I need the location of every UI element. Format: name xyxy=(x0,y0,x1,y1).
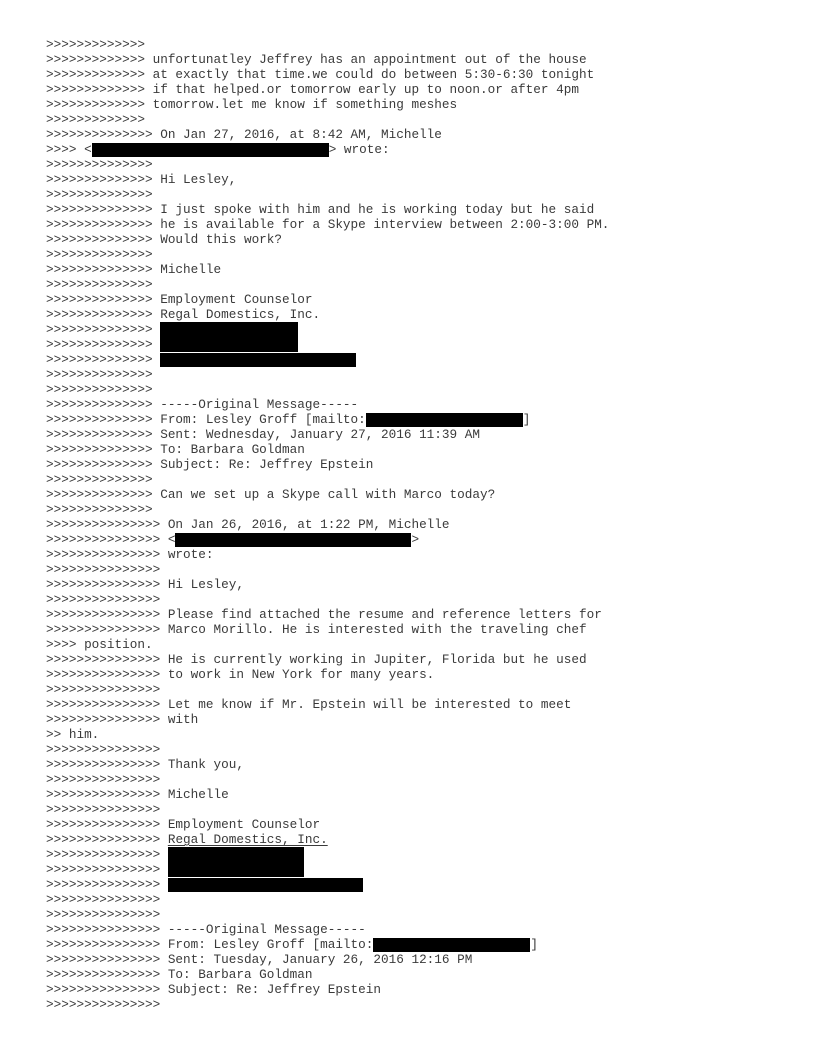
line-text: >>>>>>>>>>>>> tomorrow.let me know if something meshes xyxy=(46,97,458,112)
line-text: >>>>>>>>>>>>>>> xyxy=(46,862,168,877)
line-text: >>>>>>>>>>>>> if that helped.or tomorrow early up to noon.or after 4pm xyxy=(46,82,579,97)
text-line xyxy=(46,232,786,247)
text-line xyxy=(46,427,786,442)
text-line xyxy=(46,547,786,562)
text-line xyxy=(46,37,786,52)
line-text: >>>>>>>>>>>>>> Employment Counselor xyxy=(46,292,313,307)
text-line xyxy=(46,637,786,652)
line-text: >>>>>>>>>>>>>> Sent: Wednesday, January 27, 2016 11:39 AM xyxy=(46,427,480,442)
line-text: >>>>>>>>>>>>>>> xyxy=(46,997,161,1012)
text-line xyxy=(46,832,786,847)
line-text: >>>> < xyxy=(46,142,92,157)
text-line xyxy=(46,532,786,547)
text-line xyxy=(46,622,786,637)
line-text: >>>>>>>>>>>>>>> xyxy=(46,772,161,787)
line-text: >>>>>>>>>>>>>>> Sent: Tuesday, January 26, 2016 12:16 PM xyxy=(46,952,473,967)
text-line xyxy=(46,217,786,232)
text-line xyxy=(46,202,786,217)
line-text: >>>>>>>>>>>>>> xyxy=(46,322,161,337)
line-text: >>>>>>>>>>>>> xyxy=(46,112,145,127)
line-text: >>>>>>>>>>>>>> xyxy=(46,277,153,292)
line-text: ] xyxy=(522,412,531,427)
redaction-block xyxy=(160,353,356,367)
text-line xyxy=(46,67,786,82)
line-text: >>>>>>>>>>>>>> xyxy=(46,337,161,352)
line-text: >>>>>>>>>>>>>> Would this work? xyxy=(46,232,283,247)
line-text: >>>>>>>>>>>>> unfortunatley Jeffrey has an appointment out of the house xyxy=(46,52,587,67)
line-text: >>>>>>>>>>>>>> On Jan 27, 2016, at 8:42 AM, Michelle xyxy=(46,127,442,142)
redaction-block xyxy=(168,878,363,892)
redaction-block xyxy=(92,143,329,157)
text-line xyxy=(46,292,786,307)
line-text: >>>>>>>>>>>>>>> Marco Morillo. He is interested with the traveling chef xyxy=(46,622,587,637)
line-text: >>>> position. xyxy=(46,637,153,652)
text-line xyxy=(46,262,786,277)
line-text: >>>>>>>>>>>>>>> xyxy=(46,802,161,817)
text-line xyxy=(46,742,786,757)
text-line xyxy=(46,322,786,337)
line-text: >>>>>>>>>>>>>> xyxy=(46,247,153,262)
text-line xyxy=(46,922,786,937)
line-text: >>>>>>>>>>>>>> xyxy=(46,352,161,367)
line-text: >>>>>>>>>>>>>> xyxy=(46,502,153,517)
text-line xyxy=(46,472,786,487)
redaction-block xyxy=(160,322,298,337)
redaction-block xyxy=(373,938,530,952)
line-text: >>>>>>>>>>>>>>> Michelle xyxy=(46,787,229,802)
text-line xyxy=(46,757,786,772)
text-line xyxy=(46,847,786,862)
line-text: >>>>>>>>>>>>>>> On Jan 26, 2016, at 1:22 PM, Michelle xyxy=(46,517,450,532)
text-line xyxy=(46,652,786,667)
text-line xyxy=(46,682,786,697)
line-text: >>>>>>>>>>>>>> Subject: Re: Jeffrey Epstein xyxy=(46,457,374,472)
text-line xyxy=(46,187,786,202)
line-text: >>>>>>>>>>>>>> xyxy=(46,157,153,172)
line-text: >>>>>>>>>>>>>>> He is currently working in Jupiter, Florida but he used xyxy=(46,652,587,667)
line-text: > wrote: xyxy=(328,142,390,157)
text-line xyxy=(46,802,786,817)
text-line xyxy=(46,817,786,832)
line-text: >>>>>>>>>>>>>> he is available for a Skype interview between 2:00-3:00 PM. xyxy=(46,217,610,232)
line-text: >>>>>>>>>>>>>> xyxy=(46,187,153,202)
text-line xyxy=(46,157,786,172)
text-line xyxy=(46,97,786,112)
redaction-block xyxy=(366,413,523,427)
text-line xyxy=(46,397,786,412)
line-text: >> him. xyxy=(46,727,100,742)
line-text: >>>>>>>>>>>>>>> wrote: xyxy=(46,547,214,562)
text-line xyxy=(46,277,786,292)
line-text: >>>>>>>>>>>>>>> xyxy=(46,682,161,697)
line-text: >>>>>>>>>>>>>>> xyxy=(46,562,161,577)
text-line xyxy=(46,352,786,367)
line-text: >>>>>>>>>>>>> at exactly that time.we could do between 5:30-6:30 tonight xyxy=(46,67,595,82)
text-line xyxy=(46,172,786,187)
text-line xyxy=(46,127,786,142)
text-line xyxy=(46,952,786,967)
line-text: >>>>>>>>>>>>>> To: Barbara Goldman xyxy=(46,442,305,457)
text-line xyxy=(46,52,786,67)
text-line xyxy=(46,877,786,892)
text-line xyxy=(46,787,786,802)
text-line xyxy=(46,487,786,502)
text-line xyxy=(46,967,786,982)
text-line xyxy=(46,112,786,127)
text-line xyxy=(46,307,786,322)
text-line xyxy=(46,367,786,382)
line-text: >>>>>>>>>>>>>> -----Original Message----- xyxy=(46,397,359,412)
text-line xyxy=(46,82,786,97)
line-text: >>>>>>>>>>>>>>> xyxy=(46,877,168,892)
line-text: >>>>>>>>>>>>>> I just spoke with him and he is working today but he said xyxy=(46,202,595,217)
line-text: >>>>>>>>>>>>>> xyxy=(46,472,153,487)
redaction-block xyxy=(168,862,304,877)
line-text: >>>>>>>>>>>>>> xyxy=(46,382,153,397)
line-text: >>>>>>>>>>>>>>> Please find attached the resume and reference letters for xyxy=(46,607,602,622)
text-line xyxy=(46,577,786,592)
text-line xyxy=(46,412,786,427)
line-text: >>>>>>>>>>>>>>> Thank you, xyxy=(46,757,244,772)
line-text: >>>>>>>>>>>>>> Regal Domestics, Inc. xyxy=(46,307,321,322)
text-line xyxy=(46,712,786,727)
text-line xyxy=(46,982,786,997)
redaction-block xyxy=(175,533,411,547)
text-line xyxy=(46,517,786,532)
email-thread-document xyxy=(46,37,786,1012)
text-line xyxy=(46,667,786,682)
text-line xyxy=(46,607,786,622)
text-line xyxy=(46,862,786,877)
line-text: >>>>>>>>>>>>>>> xyxy=(46,832,168,847)
text-line xyxy=(46,997,786,1012)
text-line xyxy=(46,727,786,742)
text-line xyxy=(46,502,786,517)
line-text: >>>>>>>>>>>>>> Can we set up a Skype call with Marco today? xyxy=(46,487,496,502)
line-text: >>>>>>>>>>>>>>> Let me know if Mr. Epstein will be interested to meet xyxy=(46,697,572,712)
text-line xyxy=(46,562,786,577)
line-text: >>>>>>>>>>>>>> Hi Lesley, xyxy=(46,172,237,187)
line-text: > xyxy=(411,532,420,547)
line-text: >>>>>>>>>>>>>>> Employment Counselor xyxy=(46,817,321,832)
redaction-block xyxy=(168,847,304,862)
line-text: >>>>>>>>>>>>>>> < xyxy=(46,532,176,547)
text-line xyxy=(46,247,786,262)
line-text: >>>>>>>>>>>>>>> xyxy=(46,592,161,607)
line-text: >>>>>>>>>>>>>>> -----Original Message----- xyxy=(46,922,366,937)
line-text: >>>>>>>>>>>>> xyxy=(46,37,145,52)
text-line xyxy=(46,442,786,457)
text-line xyxy=(46,382,786,397)
line-text: ] xyxy=(530,937,539,952)
line-text: >>>>>>>>>>>>>>> xyxy=(46,742,161,757)
text-line xyxy=(46,937,786,952)
line-text: >>>>>>>>>>>>>> Michelle xyxy=(46,262,222,277)
line-text: >>>>>>>>>>>>>>> to work in New York for many years. xyxy=(46,667,435,682)
line-text: >>>>>>>>>>>>>> From: Lesley Groff [mailto: xyxy=(46,412,366,427)
text-line xyxy=(46,337,786,352)
line-text: >>>>>>>>>>>>>>> Subject: Re: Jeffrey Epstein xyxy=(46,982,382,997)
line-text: Regal Domestics, Inc. xyxy=(167,832,328,847)
text-line xyxy=(46,907,786,922)
text-line xyxy=(46,697,786,712)
line-text: >>>>>>>>>>>>>>> From: Lesley Groff [mailto: xyxy=(46,937,374,952)
line-text: >>>>>>>>>>>>>>> Hi Lesley, xyxy=(46,577,244,592)
text-line xyxy=(46,592,786,607)
text-line xyxy=(46,457,786,472)
line-text: >>>>>>>>>>>>>>> xyxy=(46,847,168,862)
line-text: >>>>>>>>>>>>>>> xyxy=(46,892,161,907)
line-text: >>>>>>>>>>>>>>> xyxy=(46,907,161,922)
line-text: >>>>>>>>>>>>>> xyxy=(46,367,153,382)
text-line xyxy=(46,772,786,787)
text-line xyxy=(46,892,786,907)
line-text: >>>>>>>>>>>>>>> To: Barbara Goldman xyxy=(46,967,313,982)
text-line xyxy=(46,142,786,157)
line-text: >>>>>>>>>>>>>>> with xyxy=(46,712,199,727)
redaction-block xyxy=(160,337,298,352)
